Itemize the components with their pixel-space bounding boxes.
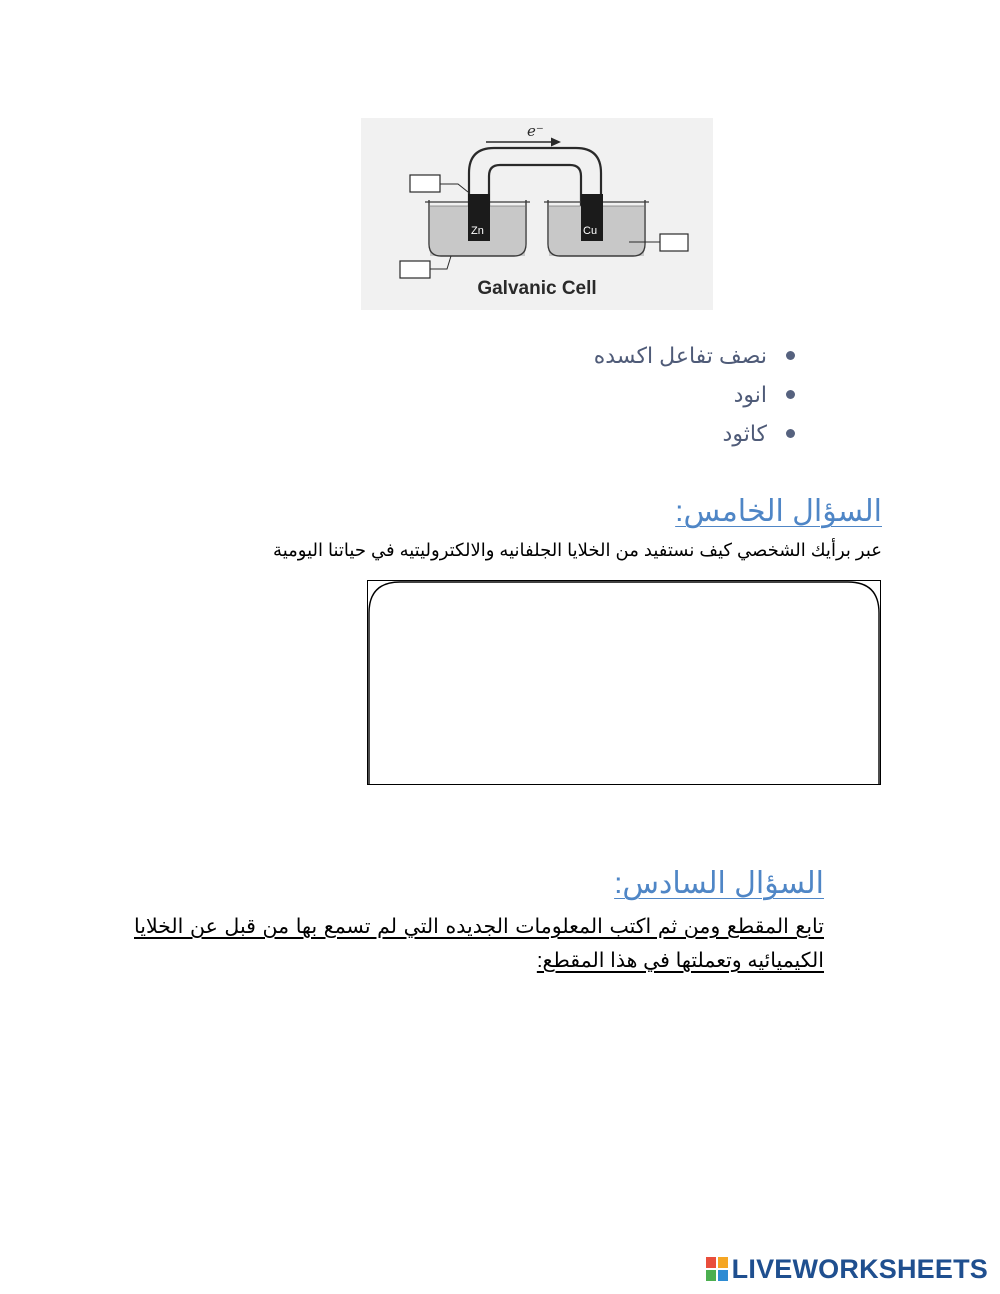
anode-label: Zn: [471, 225, 484, 237]
list-item: [395, 414, 795, 453]
list-item-text: انود: [733, 382, 767, 407]
question6-title: السؤال السادس:: [614, 867, 824, 900]
bullet-dot-icon: [786, 390, 795, 399]
blank-label-solution-box[interactable]: [400, 261, 430, 278]
blank-label-electrode-box[interactable]: [410, 175, 440, 192]
list-item: [395, 375, 795, 414]
list-item: [395, 336, 795, 375]
blank-label-cathode-box[interactable]: [660, 234, 688, 251]
question6-prompt: تابع المقطع ومن ثم اكتب المعلومات الجديده التي لم تسمع بها من قبل عن الخلايا الكيميائيه وتعملتها في هذا المقطع:: [134, 915, 824, 972]
list-item-text: كاثود: [722, 421, 767, 446]
diagram-caption: Galvanic Cell: [477, 278, 597, 299]
question5-prompt: عبر برأيك الشخصي كيف نستفيد من الخلايا الجلفانيه والالكتروليتيه في حياتنا اليومية: [273, 540, 882, 560]
galvanic-cell-diagram: [361, 118, 713, 310]
electron-arrow-head: [551, 138, 561, 147]
cathode-label: Cu: [583, 225, 598, 237]
label-options-list: [395, 336, 795, 453]
electron-label: e⁻: [527, 122, 544, 140]
question5-answer-box[interactable]: [367, 580, 881, 785]
bullet-dot-icon: [786, 429, 795, 438]
list-item-text: نصف تفاعل اكسده: [593, 343, 767, 368]
answer-box-rounded-frame: [369, 582, 879, 784]
liveworksheets-logo-icon: [706, 1257, 728, 1281]
question5-title: السؤال الخامس:: [675, 495, 882, 528]
footer-brand-text: LIVEWORKSHEETS: [731, 1253, 988, 1284]
footer-brand[interactable]: [706, 1253, 988, 1285]
bullet-dot-icon: [786, 351, 795, 360]
